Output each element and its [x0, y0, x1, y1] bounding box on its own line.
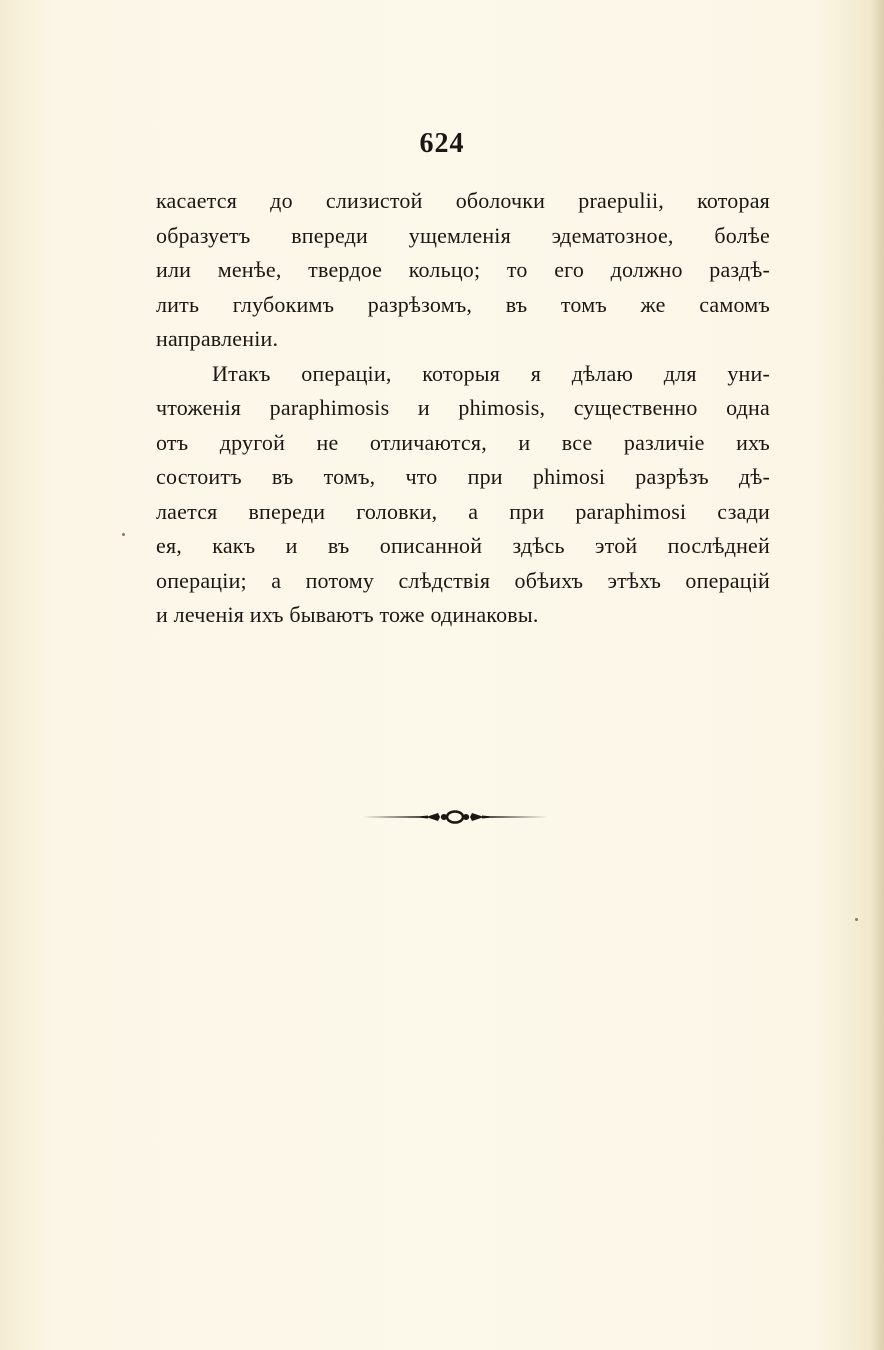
text-line: Итакъ операціи, которыя я дѣлаю для уни- — [212, 360, 770, 386]
text-line: чтоженія paraphimosis и phimosis, существенно одна — [156, 395, 770, 420]
body-text — [156, 184, 770, 633]
paper-speck — [855, 918, 858, 921]
text-line: образуетъ впереди ущемленія эдематозное, болѣе — [156, 222, 770, 248]
text-line: отъ другой не отличаются, и все различіе ихъ — [156, 429, 770, 455]
ornament-divider-icon — [360, 808, 550, 826]
page-number: 624 — [419, 128, 465, 159]
text-line: касается до слизистой оболочки praepulii, которая — [156, 188, 770, 213]
text-line: состоитъ въ томъ, что при phimosi разрѣзъ дѣ- — [156, 464, 770, 489]
page-edge-shadow — [870, 0, 884, 1350]
text-line: ея, какъ и въ описанной здѣсь этой послѣдней — [156, 533, 770, 558]
text-line: или менѣе, твердое кольцо; то его должно раздѣ- — [156, 257, 770, 282]
text-line: лается впереди головки, а при paraphimosi сзади — [156, 498, 770, 524]
text-line: лить глубокимъ разрѣзомъ, въ томъ же самомъ — [156, 291, 770, 317]
text-line: операціи; а потому слѣдствія обѣихъ этѣхъ операцій — [156, 567, 770, 593]
text-line: и леченія ихъ бываютъ тоже одинаковы. — [156, 602, 539, 627]
paper-speck — [122, 533, 125, 536]
text-line: направленіи. — [156, 326, 279, 351]
